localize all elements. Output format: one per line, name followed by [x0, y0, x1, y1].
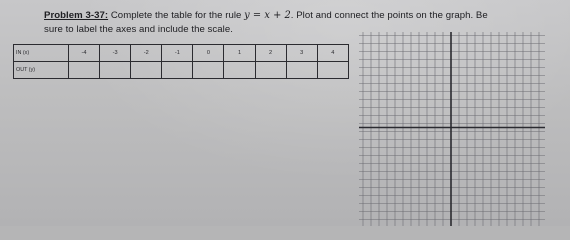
out-cell[interactable] [100, 62, 131, 79]
table-row-in [14, 45, 349, 62]
problem-text-after-rule: . Plot and connect the points on the graph. Be [290, 10, 488, 21]
problem-label: Problem 3-37: [44, 10, 109, 21]
table-row-out [14, 62, 349, 79]
in-cell: -1 [162, 45, 193, 62]
out-cell[interactable] [317, 62, 348, 79]
out-cell[interactable] [255, 62, 286, 79]
out-cell[interactable] [131, 62, 162, 79]
out-cell[interactable] [286, 62, 317, 79]
out-cell[interactable] [69, 62, 100, 79]
grid-lines [359, 32, 545, 226]
in-cell: -3 [100, 45, 131, 62]
in-cell: 2 [255, 45, 286, 62]
in-cell: 1 [224, 45, 255, 62]
problem-instructions-line2: sure to label the axes and include the scale. [44, 24, 233, 35]
rule-equation: y = x + 2 [244, 10, 291, 21]
coordinate-grid[interactable] [359, 32, 549, 226]
out-cell[interactable] [224, 62, 255, 79]
problem-text-before-rule: Complete the table for the rule [108, 10, 245, 21]
row-header-in: IN (x) [14, 45, 69, 62]
in-cell: 3 [286, 45, 317, 62]
out-cell[interactable] [162, 62, 193, 79]
input-output-table [13, 44, 349, 79]
in-cell: 0 [193, 45, 224, 62]
row-header-out: OUT (y) [14, 62, 69, 79]
out-cell[interactable] [193, 62, 224, 79]
in-cell: -2 [131, 45, 162, 62]
in-cell: 4 [317, 45, 348, 62]
in-cell: -4 [69, 45, 100, 62]
